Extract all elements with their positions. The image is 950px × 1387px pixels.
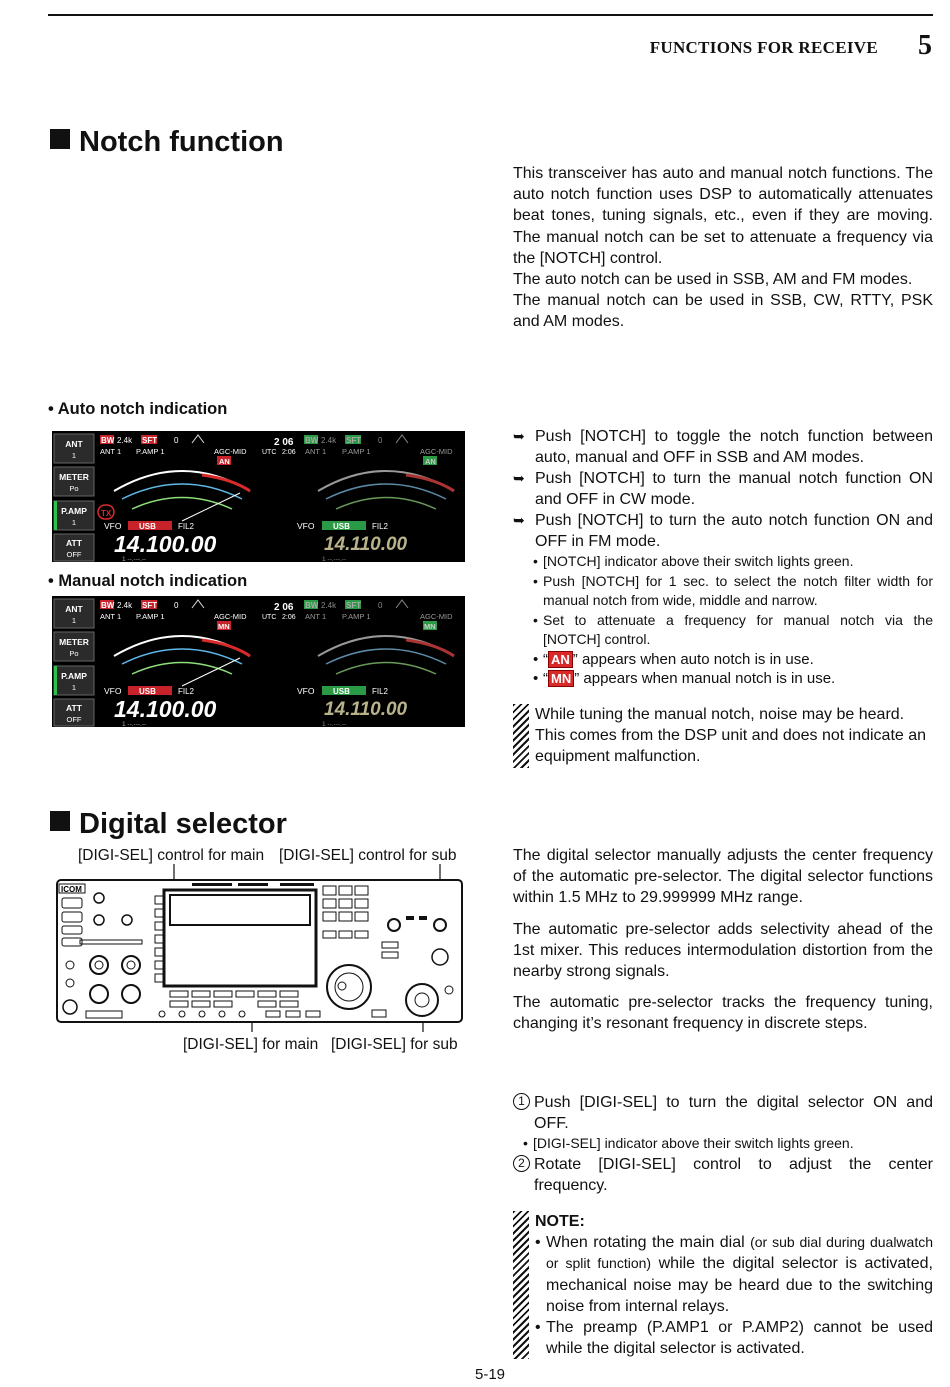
digi-title-text: Digital selector xyxy=(79,808,287,840)
svg-text:VFO: VFO xyxy=(297,521,315,531)
top-rule xyxy=(48,14,933,16)
label-control-sub: [DIGI-SEL] control for sub xyxy=(279,847,457,864)
running-head: FUNCTIONS FOR RECEIVE xyxy=(649,38,878,57)
step-number-icon: 2 xyxy=(513,1155,530,1172)
auto-notch-caption: • Auto notch indication xyxy=(48,400,228,418)
svg-text:ATT: ATT xyxy=(66,538,82,548)
svg-text:SFT: SFT xyxy=(142,601,158,610)
svg-text:SFT: SFT xyxy=(142,436,158,445)
svg-text:AGC-MID: AGC-MID xyxy=(420,447,453,456)
page-number: 5-19 xyxy=(475,1366,506,1383)
square-bullet-icon xyxy=(50,129,70,149)
svg-text:ANT: ANT xyxy=(65,439,83,449)
svg-text:Po: Po xyxy=(69,649,79,658)
manual-notch-badge: MN xyxy=(218,622,230,631)
an-badge: AN xyxy=(548,651,573,668)
arrow-icon: ➥ xyxy=(513,512,525,528)
notch-intro-p1: This transceiver has auto and manual notch functions. The auto notch function uses DSP to automatically attenuates beat tones, tuning signals, etc., even if they are moving. The manual notch can be set to attenuate a frequency via the [NOTCH] control. xyxy=(513,165,933,267)
notch-intro xyxy=(513,163,933,333)
svg-text:2:06: 2:06 xyxy=(282,614,296,621)
svg-text:P.AMP 1: P.AMP 1 xyxy=(136,612,165,621)
manual-notch-display xyxy=(52,596,465,727)
digi-step-bullet: • [DIGI-SEL] indicator above their switch lights green. xyxy=(523,1134,933,1154)
svg-text:1 --.---.--: 1 --.---.-- xyxy=(322,556,347,562)
svg-text:USB: USB xyxy=(333,522,350,531)
arrow-icon: ➥ xyxy=(513,470,525,486)
chapter-number: 5 xyxy=(918,30,932,61)
side-button-meter xyxy=(54,632,94,661)
svg-text:VFO: VFO xyxy=(104,521,122,531)
label-control-main: [DIGI-SEL] control for main xyxy=(78,847,265,864)
svg-text:2.4k: 2.4k xyxy=(321,601,337,610)
sub-frequency: 14.110.00 xyxy=(324,699,408,720)
svg-text:P.AMP 1: P.AMP 1 xyxy=(342,612,371,621)
notch-bullets xyxy=(513,552,933,689)
notch-title-text: Notch function xyxy=(79,126,284,158)
note-item: • When rotating the main dial (or sub dial during dualwatch or split function) while the digital selector is activated, mechanical noise may be heard due to the switching noise from internal relays. xyxy=(535,1232,933,1317)
notch-step: ➥ Push [NOTCH] to turn the auto notch function ON and OFF in FM mode. xyxy=(513,512,933,550)
svg-text:SFT: SFT xyxy=(346,601,362,610)
svg-text:ANT 1: ANT 1 xyxy=(100,447,122,456)
notch-steps xyxy=(513,426,933,689)
svg-text:OFF: OFF xyxy=(66,715,82,724)
svg-text:0: 0 xyxy=(378,601,383,610)
mn-badge: MN xyxy=(548,670,574,687)
svg-text:ANT 1: ANT 1 xyxy=(305,447,327,456)
notch-bullet-mn: • “ MN ” appears when manual notch is in use. xyxy=(533,669,933,689)
side-button-ant xyxy=(54,599,94,628)
svg-text:0: 0 xyxy=(174,601,179,610)
digi-step: 1 Push [DIGI-SEL] to turn the digital selector ON and OFF. xyxy=(513,1092,933,1134)
sub-frequency: 14.110.00 xyxy=(324,534,408,555)
svg-text:METER: METER xyxy=(59,472,89,482)
side-button-att xyxy=(54,534,94,561)
svg-text:USB: USB xyxy=(333,687,350,696)
svg-text:1 --.---.--: 1 --.---.-- xyxy=(122,556,147,562)
svg-text:BW: BW xyxy=(305,436,319,445)
svg-text:1: 1 xyxy=(71,616,77,625)
digi-steps xyxy=(513,1092,933,1196)
svg-text:0: 0 xyxy=(378,436,383,445)
side-button-pamp xyxy=(54,501,94,530)
svg-text:BW: BW xyxy=(101,436,115,445)
note-item: • The preamp (P.AMP1 or P.AMP2) cannot be used while the digital selector is activated. xyxy=(535,1317,933,1359)
brand-logo: ICOM xyxy=(61,885,82,894)
svg-text:TX: TX xyxy=(101,509,112,518)
svg-text:2.4k: 2.4k xyxy=(117,601,133,610)
svg-text:USB: USB xyxy=(139,522,156,531)
svg-text:BW: BW xyxy=(101,601,115,610)
svg-text:AGC-MID: AGC-MID xyxy=(214,447,247,456)
svg-text:VFO: VFO xyxy=(104,686,122,696)
svg-text:ANT 1: ANT 1 xyxy=(305,612,327,621)
digi-step-bullets xyxy=(513,1134,933,1154)
digi-intro-p3: The automatic pre-selector tracks the frequency tuning, changing it’s resonant frequency in discrete steps. xyxy=(513,994,933,1033)
svg-text:2 06: 2 06 xyxy=(274,602,294,613)
svg-text:Po: Po xyxy=(69,484,79,493)
notch-bullet: • [NOTCH] indicator above their switch lights green. xyxy=(533,552,933,572)
digi-intro-p1: The digital selector manually adjusts the center frequency of the automatic pre-selector. The digital selector functions within 1.5 MHz to 29.999999 MHz range. xyxy=(513,847,933,907)
label-switch-main: [DIGI-SEL] for main xyxy=(183,1036,319,1053)
svg-text:MN: MN xyxy=(424,622,436,631)
caution-hatch-icon xyxy=(513,704,529,768)
notch-section-title xyxy=(50,126,284,159)
side-button-meter xyxy=(54,467,94,496)
svg-text:1: 1 xyxy=(71,451,77,460)
svg-text:AGC-MID: AGC-MID xyxy=(420,612,453,621)
square-bullet-icon xyxy=(50,811,70,831)
digi-intro xyxy=(513,845,933,1035)
notch-bullet: • Set to attenuate a frequency for manual notch via the [NOTCH] control. xyxy=(533,611,933,650)
manual-notch-caption: • Manual notch indication xyxy=(48,572,248,590)
svg-text:1 --.---.--: 1 --.---.-- xyxy=(322,721,347,727)
transceiver-front-panel xyxy=(52,862,465,1034)
svg-text:ANT: ANT xyxy=(65,604,83,614)
svg-text:ANT 1: ANT 1 xyxy=(100,612,122,621)
notch-intro-p3: The manual notch can be used in SSB, CW, RTTY, PSK and AM modes. xyxy=(513,292,933,331)
side-button-att xyxy=(54,699,94,726)
notch-caution: While tuning the manual notch, noise may be heard. This comes from the DSP unit and does not indicate an equipment malfunction. xyxy=(513,704,933,768)
auto-notch-display xyxy=(52,431,465,562)
svg-text:OFF: OFF xyxy=(66,550,82,559)
svg-text:AN: AN xyxy=(425,457,436,466)
digi-intro-p2: The automatic pre-selector adds selectivity ahead of the 1st mixer. This reduces intermodulation distortion from the nearby strong signals. xyxy=(513,920,933,981)
notch-step: ➥ Push [NOTCH] to turn the manual notch function ON and OFF in CW mode. xyxy=(513,470,933,508)
svg-text:FIL2: FIL2 xyxy=(178,687,195,696)
svg-text:BW: BW xyxy=(305,601,319,610)
side-button-pamp xyxy=(54,666,94,695)
svg-text:FIL2: FIL2 xyxy=(178,522,195,531)
svg-text:P.AMP 1: P.AMP 1 xyxy=(136,447,165,456)
svg-text:2 06: 2 06 xyxy=(274,437,294,448)
note-hatch-icon xyxy=(513,1211,529,1359)
side-button-ant xyxy=(54,434,94,463)
digi-step: 2 Rotate [DIGI-SEL] control to adjust the center frequency. xyxy=(513,1154,933,1196)
svg-text:2.4k: 2.4k xyxy=(321,436,337,445)
svg-text:1: 1 xyxy=(71,683,77,692)
svg-text:FIL2: FIL2 xyxy=(372,687,389,696)
notch-step: ➥ Push [NOTCH] to toggle the notch function between auto, manual and OFF in SSB and AM modes. xyxy=(513,428,933,466)
main-frequency: 14.100.00 xyxy=(114,531,217,557)
step-number-icon: 1 xyxy=(513,1093,530,1110)
svg-text:0: 0 xyxy=(174,436,179,445)
svg-text:METER: METER xyxy=(59,637,89,647)
svg-text:2.4k: 2.4k xyxy=(117,436,133,445)
svg-text:SFT: SFT xyxy=(346,436,362,445)
svg-text:1: 1 xyxy=(71,518,77,527)
svg-text:FIL2: FIL2 xyxy=(372,522,389,531)
svg-text:P.AMP: P.AMP xyxy=(61,671,87,681)
auto-notch-badge: AN xyxy=(219,457,230,466)
svg-text:UTC: UTC xyxy=(262,614,277,621)
svg-text:VFO: VFO xyxy=(297,686,315,696)
svg-text:2:06: 2:06 xyxy=(282,449,296,456)
svg-text:1 --.---.--: 1 --.---.-- xyxy=(122,721,147,727)
svg-text:P.AMP: P.AMP xyxy=(61,506,87,516)
svg-text:UTC: UTC xyxy=(262,449,277,456)
label-switch-sub: [DIGI-SEL] for sub xyxy=(331,1036,458,1053)
notch-bullet-an: • “ AN ” appears when auto notch is in use. xyxy=(533,650,933,670)
svg-text:ATT: ATT xyxy=(66,703,82,713)
notch-intro-p2: The auto notch can be used in SSB, AM and FM modes. xyxy=(513,271,913,289)
svg-text:AGC-MID: AGC-MID xyxy=(214,612,247,621)
digi-note xyxy=(513,1211,933,1359)
notch-bullet: • Push [NOTCH] for 1 sec. to select the notch filter width for manual notch from wide, middle and narrow. xyxy=(533,572,933,611)
svg-text:USB: USB xyxy=(139,687,156,696)
arrow-icon: ➥ xyxy=(513,428,525,444)
note-title: NOTE: xyxy=(535,1213,585,1230)
svg-text:P.AMP 1: P.AMP 1 xyxy=(342,447,371,456)
main-frequency: 14.100.00 xyxy=(114,696,217,722)
digi-section-title xyxy=(50,808,287,841)
